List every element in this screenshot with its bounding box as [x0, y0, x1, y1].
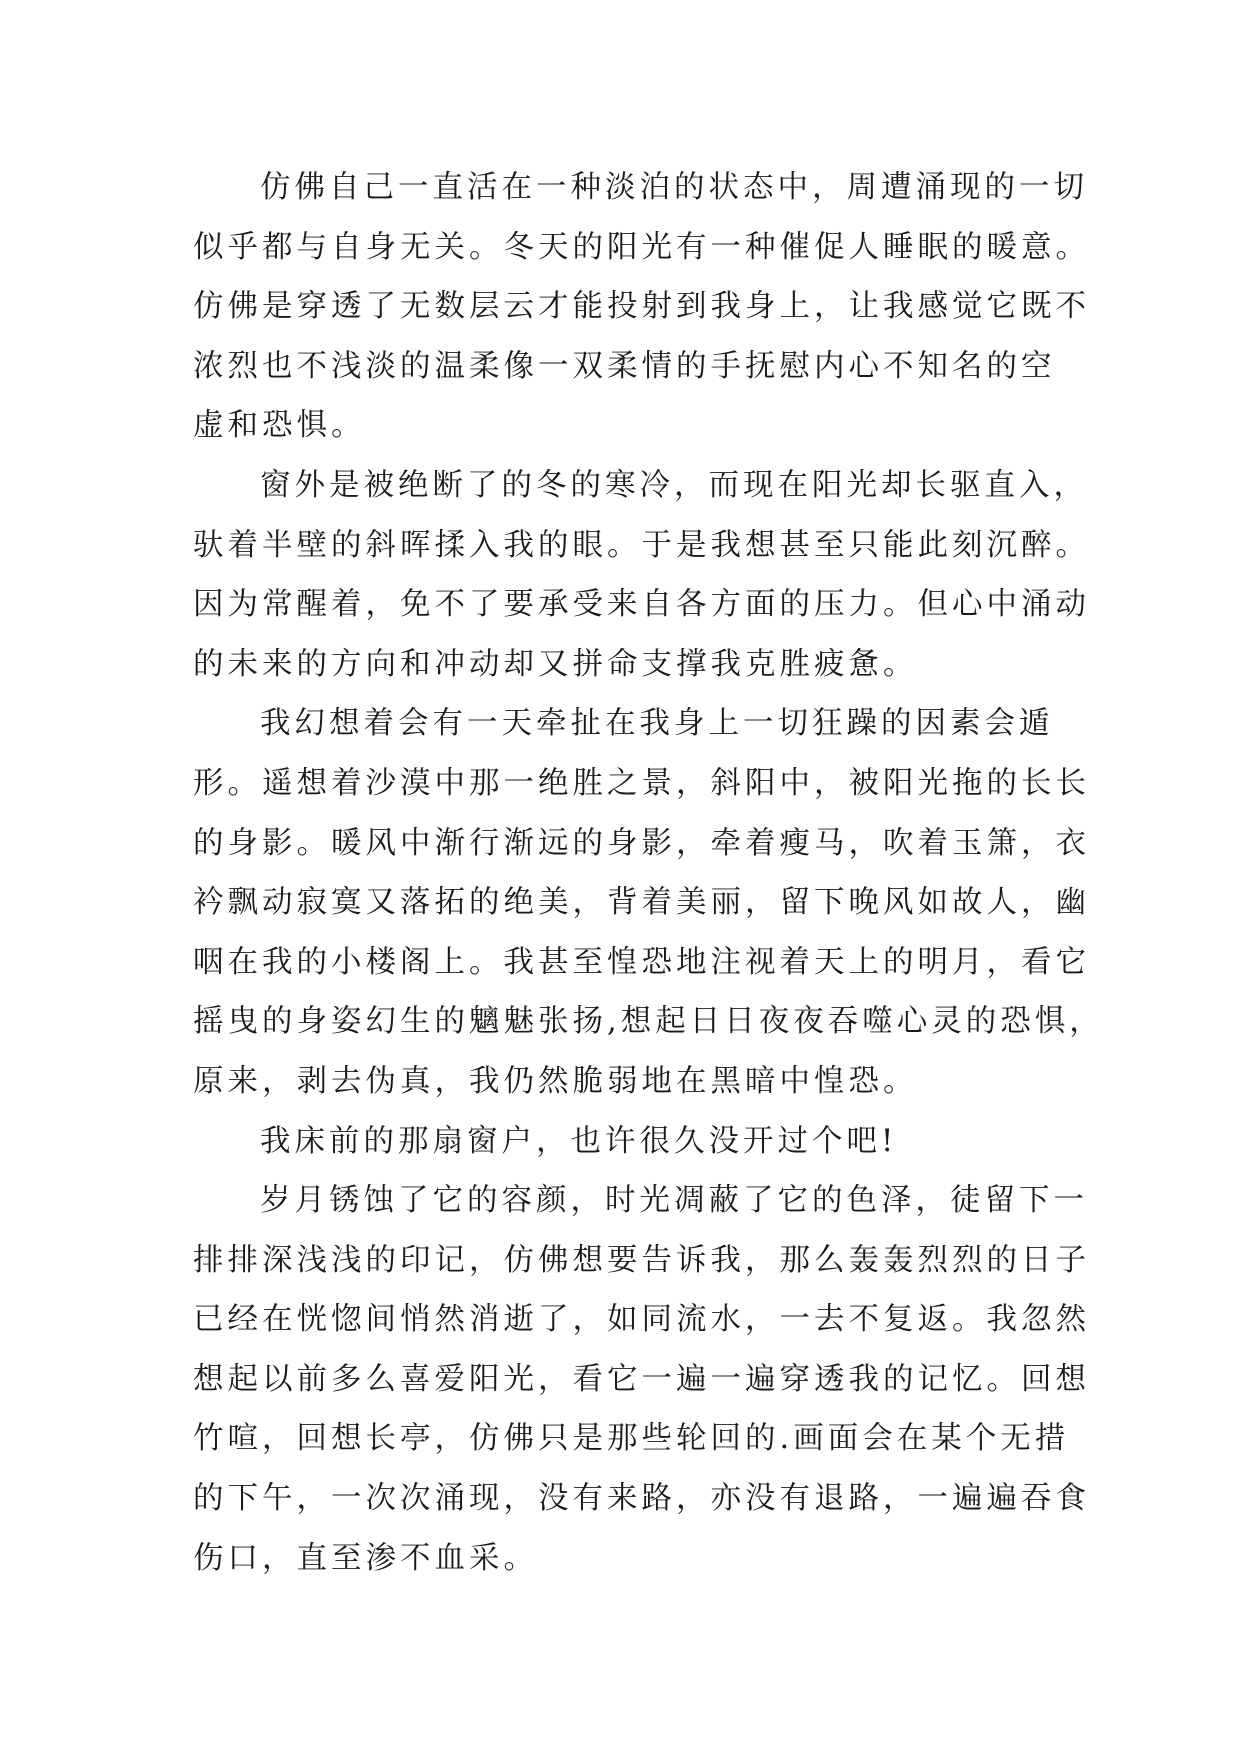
- paragraph-line: 形。遥想着沙漠中那一绝胜之景，斜阳中，被阳光拖的长长: [193, 765, 1090, 801]
- paragraph-line: 浓烈也不浅淡的温柔像一双柔情的手抚慰内心不知名的空: [193, 348, 1056, 384]
- paragraph-line: 仿佛是穿透了无数层云才能投射到我身上，让我感觉它既不: [193, 289, 1090, 325]
- paragraph-line: 衿飘动寂寞又落拓的绝美，背着美丽，留下晚风如故人，幽: [193, 885, 1090, 921]
- paragraph-line: 岁月锈蚀了它的容颜，时光凋蔽了它的色泽，徒留下一: [260, 1183, 1088, 1219]
- document-body: [193, 158, 1104, 1588]
- paragraph-line: 摇曳的身姿幻生的魑魅张扬,想起日日夜夜吞噬心灵的恐惧，: [193, 1004, 1104, 1040]
- paragraph-line: 驮着半壁的斜晖揉入我的眼。于是我想甚至只能此刻沉醉。: [193, 527, 1090, 563]
- paragraph-line: 仿佛自己一直活在一种淡泊的状态中，周遭涌现的一切: [260, 170, 1088, 205]
- paragraph-line: 排排深浅浅的印记，仿佛想要告诉我，那么轰轰烈烈的日子: [193, 1242, 1090, 1278]
- paragraph-line: 已经在恍惚间悄然消逝了，如同流水，一去不复返。我忽然: [193, 1302, 1090, 1338]
- paragraph-line: 咽在我的小楼阁上。我甚至惶恐地注视着天上的明月，看它: [193, 944, 1090, 980]
- paragraph-line: 的未来的方向和冲动却又拼命支撑我克胜疲惫。: [193, 646, 918, 682]
- paragraph-line: 的下午，一次次涌现，没有来路，亦没有退路，一遍遍吞食: [193, 1481, 1090, 1517]
- paragraph-line: 我幻想着会有一天牵扯在我身上一切狂躁的因素会遁: [260, 706, 1054, 742]
- paragraph-2: [193, 456, 1090, 694]
- paragraph-line: 伤口，直至渗不血采。: [193, 1540, 538, 1576]
- paragraph-line: 原来，剥去伪真，我仍然脆弱地在黑暗中惶恐。: [193, 1063, 918, 1099]
- paragraph-4: [193, 1112, 1053, 1172]
- paragraph-5: [193, 1171, 1090, 1588]
- paragraph-line: 因为常醒着，免不了要承受来自各方面的压力。但心中涌动: [193, 587, 1090, 623]
- paragraph-line: 想起以前多么喜爱阳光，看它一遍一遍穿透我的记忆。回想: [193, 1361, 1090, 1397]
- paragraph-line: 似乎都与自身无关。冬天的阳光有一种催促人睡眠的暖意。: [193, 229, 1090, 265]
- paragraph-3: [193, 694, 1104, 1111]
- paragraph-line: 窗外是被绝断了的冬的寒冷，而现在阳光却长驱直入，: [260, 467, 1088, 503]
- paragraph-line: 的身影。暖风中渐行渐远的身影，牵着瘦马，吹着玉箫，衣: [193, 825, 1090, 861]
- paragraph-line: 我床前的那扇窗户，也许很久没开过个吧!: [260, 1123, 898, 1159]
- paragraph-1: [193, 158, 1090, 456]
- paragraph-line: 竹喧，回想长亭，仿佛只是那些轮回的.画面会在某个无措: [193, 1421, 1070, 1457]
- paragraph-line: 虚和恐惧。: [193, 408, 366, 444]
